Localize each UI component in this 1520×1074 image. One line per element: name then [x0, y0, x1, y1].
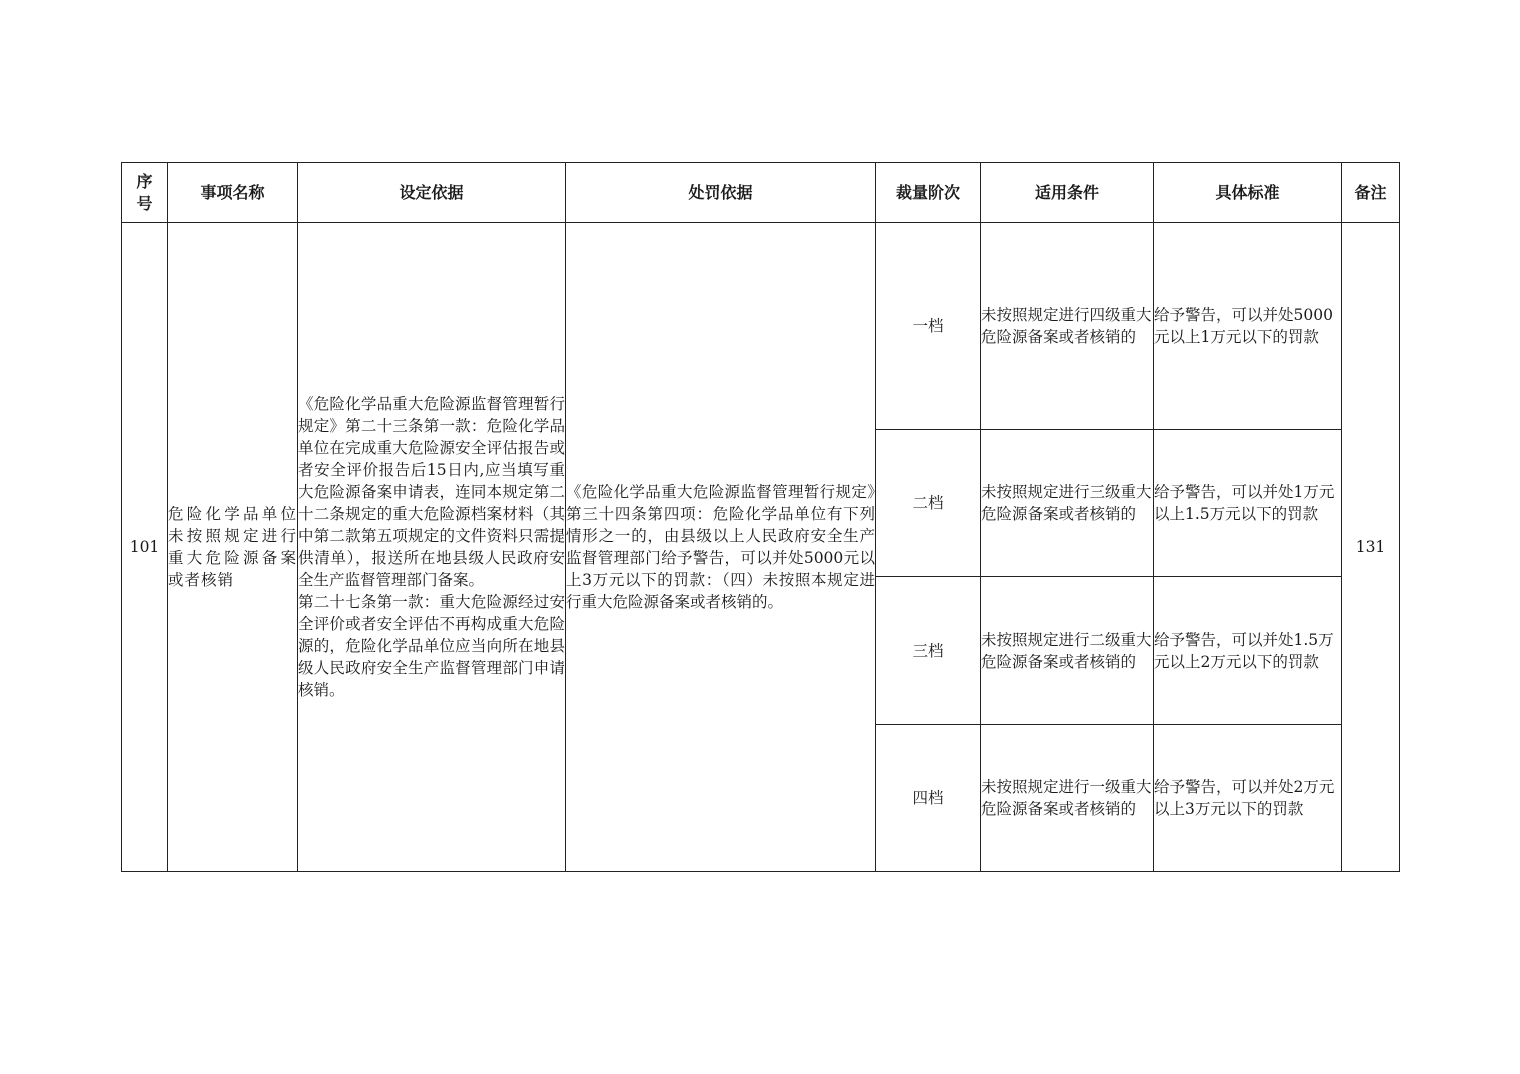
table-row — [122, 223, 1400, 430]
level-cell: 二档 — [876, 430, 981, 577]
standard-cell: 给予警告，可以并处1.5万元以上2万元以下的罚款 — [1154, 577, 1342, 725]
header-penalty-basis: 处罚依据 — [566, 163, 876, 223]
item-name-cell: 危险化学品单位未按照规定进行重大危险源备案或者核销 — [168, 223, 298, 872]
header-seq: 序号 — [122, 163, 168, 223]
seq-cell: 101 — [122, 223, 168, 872]
header-setting-basis: 设定依据 — [298, 163, 566, 223]
standard-cell: 给予警告，可以并处1万元以上1.5万元以下的罚款 — [1154, 430, 1342, 577]
level-cell: 一档 — [876, 223, 981, 430]
standard-cell: 给予警告，可以并处2万元以上3万元以下的罚款 — [1154, 725, 1342, 872]
condition-cell: 未按照规定进行二级重大危险源备案或者核销的 — [981, 577, 1154, 725]
header-item-name: 事项名称 — [168, 163, 298, 223]
level-cell: 四档 — [876, 725, 981, 872]
setting-basis-paragraph-1: 《危险化学品重大危险源监督管理暂行规定》第二十三条第一款：危险化学品单位在完成重大危险源安全评估报告或者安全评价报告后15日内,应当填写重大危险源备案申请表，连同本规定第二十二条规定的重大危险源档案材料（其中第二款第五项规定的文件资料只需提供清单），报送所在地县级人民政府安全生产监督管理部门备案。 — [298, 395, 565, 589]
standard-cell: 给予警告，可以并处5000元以上1万元以下的罚款 — [1154, 223, 1342, 430]
level-cell: 三档 — [876, 577, 981, 725]
penalty-basis-cell: 《危险化学品重大危险源监督管理暂行规定》第三十四条第四项：危险化学品单位有下列情形之一的，由县级以上人民政府安全生产监督管理部门给予警告，可以并处5000元以上3万元以下的罚款：（四）未按照本规定进行重大危险源备案或者核销的。 — [566, 223, 876, 872]
table-header-row — [122, 163, 1400, 223]
header-remark: 备注 — [1342, 163, 1400, 223]
header-condition: 适用条件 — [981, 163, 1154, 223]
setting-basis-cell — [298, 223, 566, 872]
header-level: 裁量阶次 — [876, 163, 981, 223]
penalty-standards-table — [121, 162, 1400, 872]
condition-cell: 未按照规定进行一级重大危险源备案或者核销的 — [981, 725, 1154, 872]
header-standard: 具体标准 — [1154, 163, 1342, 223]
condition-cell: 未按照规定进行四级重大危险源备案或者核销的 — [981, 223, 1154, 430]
condition-cell: 未按照规定进行三级重大危险源备案或者核销的 — [981, 430, 1154, 577]
remark-cell: 131 — [1342, 223, 1400, 872]
setting-basis-paragraph-2: 第二十七条第一款：重大危险源经过安全评价或者安全评估不再构成重大危险源的，危险化学品单位应当向所在地县级人民政府安全生产监督管理部门申请核销。 — [298, 593, 565, 699]
